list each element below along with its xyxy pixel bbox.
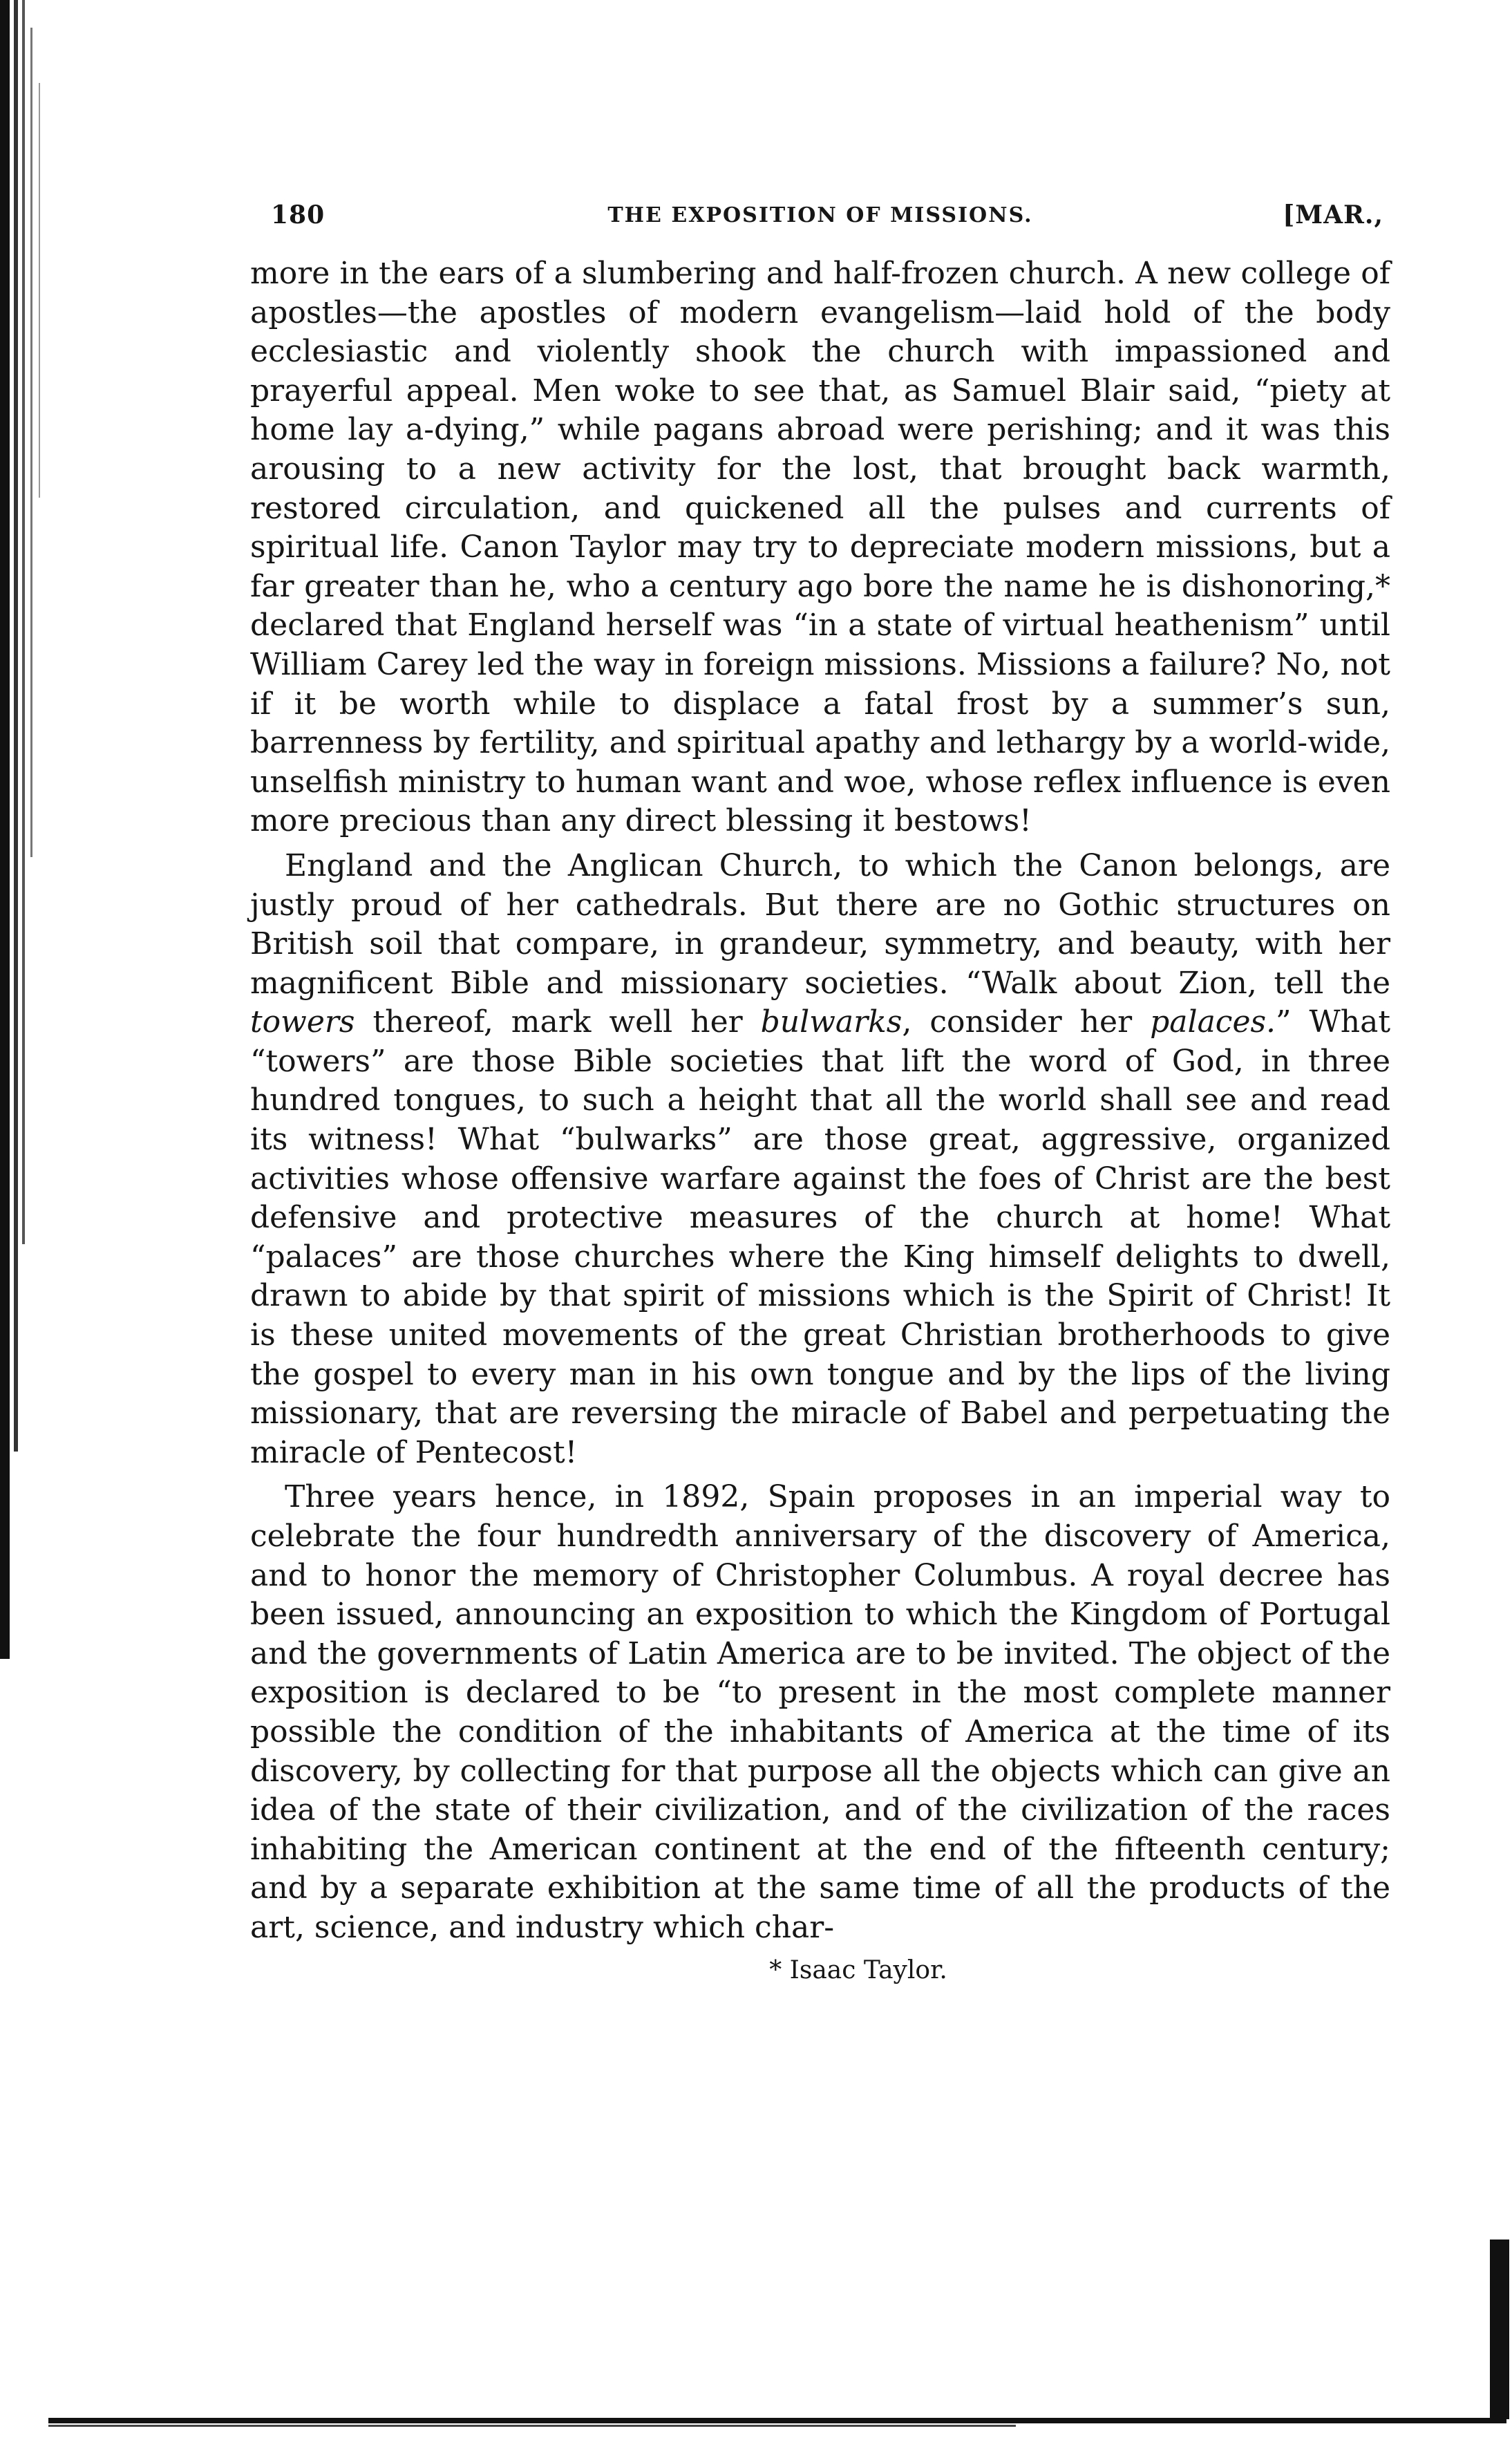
book-page [250,200,1390,1984]
scan-edge-marks [0,0,76,1659]
paragraph-3: Three years hence, in 1892, Spain proposes in an imperial way to celebrate the four hundredth anniversary of the discovery of America, and to honor the memory of Christopher Columbus. A royal decree has been issued, announcing an exposition to which the Kingdom of Portugal and the governments of Latin America are to be invited. The object of the exposition is declared to be “to present in the most complete manner possible the condition of the inhabitants of America at the time of its discovery, by collecting for that purpose all the objects which can give an idea of the state of their civilization, and of the civilization of the races inhabiting the American continent at the end of the fifteenth century; and by a separate exhibition at the same time of all the products of the art, science, and industry which char- [250,1479,1390,1945]
footnote: * Isaac Taylor. [769,1955,947,1984]
paragraph-1: more in the ears of a slumbering and half-frozen church. A new college of apostles—the apostles of modern evangelism—laid hold of the body ecclesiastic and violently shook the church with impassioned and prayerful appeal. Men woke to see that, as Samuel Blair said, “piety at home lay a-dying,” while pagans abroad were perishing; and it was this arousing to a new activity for the lost, that brought back warmth, restored circulation, and quickened all the pulses and currents of spiritual life. Canon Taylor may try to depreciate modern missions, but a far greater than he, who a century ago bore the name he is dishonoring,* declared that England herself was “in a state of virtual heathenism” until William Carey led the way in foreign missions. Missions a failure? No, not if it be worth while to displace a fatal frost by a summer’s sun, barrenness by fertility, and spiritual apathy and lethargy by a world-wide, unselfish ministry to human want and woe, whose reflex influence is even more precious than any direct blessing it bestows! [250,256,1390,839]
paragraph-2-part-c: , consider her [902,1004,1151,1040]
paragraph-2-part-d: ” What “towers” are those Bible societies that lift the word of God, in three hundred tongues, to such a height that all the world shall see and read its witness! What “bulwarks” are those great, aggressive, organized activities whose offensive warfare against the foes of Christ are the best defensive and protective measures of the church at home! What “palaces” are those churches where the King himself delights to dwell, drawn to abide by that spirit of missions which is the Spirit of Christ! It is these united movements of the great Christian brotherhoods to give the gospel to every man in his own tongue and by the lips of the living missionary, that are reversing the miracle of Babel and perpetuating the miracle of Pentecost! [250,1004,1390,1470]
bottom-scan-rule [48,2416,1506,2430]
running-date: [MAR., [1283,200,1383,229]
paragraph-2 [250,847,1390,1473]
paragraph-2-towers: towers [250,1004,355,1040]
paragraph-2-palaces: palaces. [1150,1004,1276,1040]
body-text [250,254,1390,1948]
paragraph-2-part-b: thereof, mark well her [355,1004,761,1040]
running-head [250,200,1390,245]
paragraph-2-part-a: England and the Anglican Church, to which the Canon belongs, are justly proud of her cathedrals. But there are no Gothic structures on British soil that compare, in grandeur, symmetry, and beauty, with her magnificent Bible and missionary societies. “Walk about Zion, tell the [250,847,1390,1001]
paragraph-2-bulwarks: bulwarks [760,1004,903,1040]
running-title: THE EXPOSITION OF MISSIONS. [607,203,1033,227]
right-edge-mark [1490,2240,1509,2419]
page-number: 180 [271,200,325,229]
